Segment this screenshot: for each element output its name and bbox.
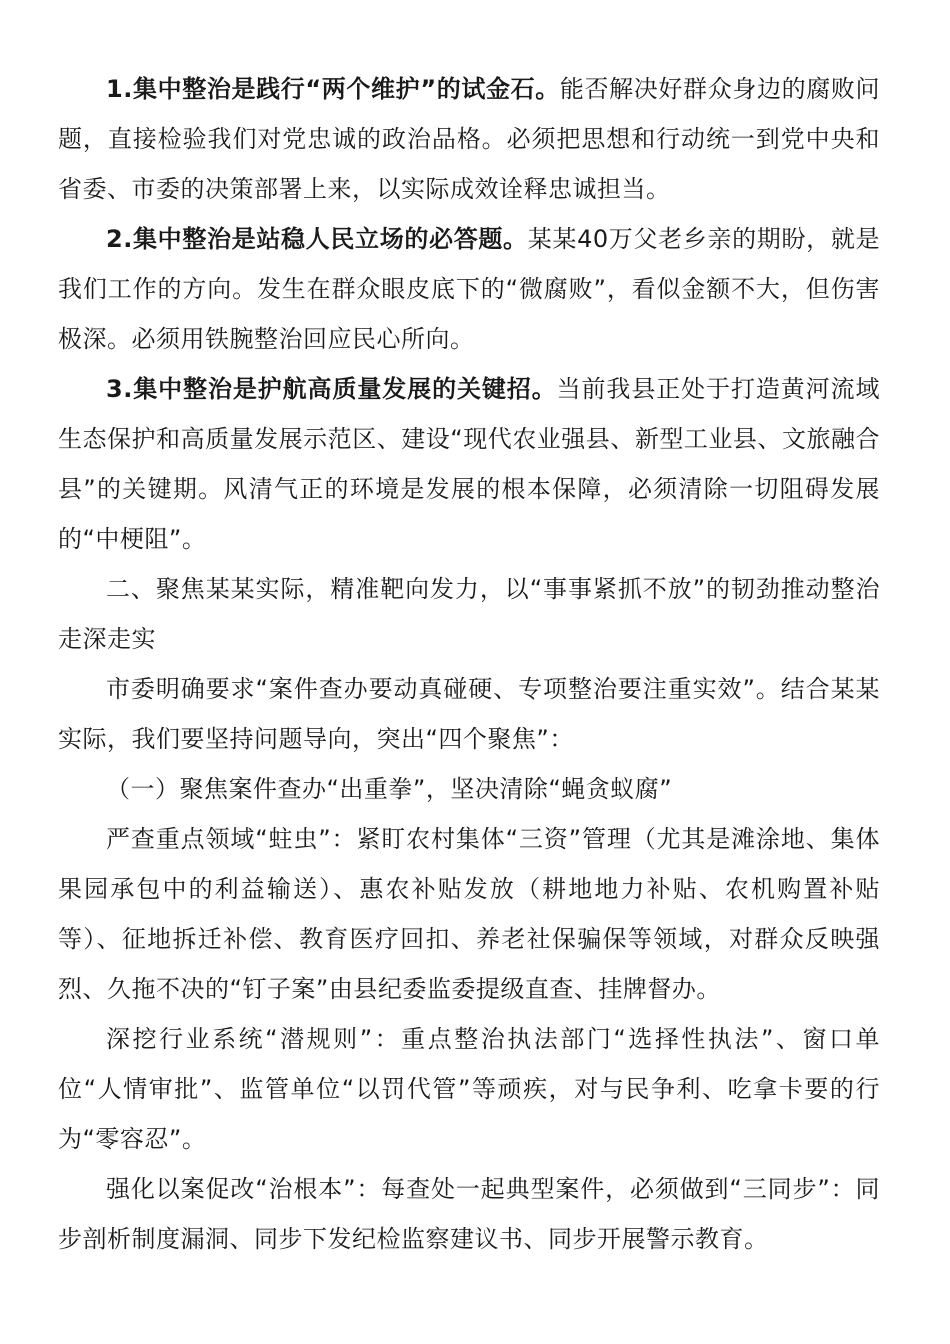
paragraph-3-heading: 3.集中整治是护航高质量发展的关键招。 — [106, 375, 557, 403]
paragraph-7 — [58, 814, 880, 1014]
section-heading-2 — [58, 564, 880, 664]
subsection-heading-1 — [58, 764, 880, 814]
paragraph-2 — [58, 214, 880, 364]
paragraph-1 — [58, 64, 880, 214]
paragraph-1-text: 能否解决好群众身边的腐败问题，直接检验我们对党忠诚的政治品格。必须把思想和行动统一到党中央和省委、市委的决策部署上来，以实际成效诠释忠诚担当。 — [58, 75, 880, 203]
paragraph-8 — [58, 1014, 880, 1164]
section-heading-2-text: 二、聚焦某某实际，精准靶向发力，以“事事紧抓不放”的韧劲推动整治走深走实 — [58, 575, 880, 653]
paragraph-2-heading: 2.集中整治是站稳人民立场的必答题。 — [106, 225, 528, 253]
paragraph-3 — [58, 364, 880, 564]
paragraph-2-text: 某某40万父老乡亲的期盼，就是我们工作的方向。发生在群众眼皮底下的“微腐败”，看似金额不大，但伤害极深。必须用铁腕整治回应民心所向。 — [58, 225, 880, 353]
paragraph-3-text: 当前我县正处于打造黄河流域生态保护和高质量发展示范区、建设“现代农业强县、新型工业县、文旅融合县”的关键期。风清气正的环境是发展的根本保障，必须清除一切阻碍发展的“中梗阻”。 — [58, 375, 880, 553]
paragraph-5-text: 市委明确要求“案件查办要动真碰硬、专项整治要注重实效”。结合某某实际，我们要坚持问题导向，突出“四个聚焦”： — [58, 675, 880, 753]
paragraph-9-text: 强化以案促改“治根本”：每查处一起典型案件，必须做到“三同步”：同步剖析制度漏洞、同步下发纪检监察建议书、同步开展警示教育。 — [58, 1175, 880, 1253]
subsection-heading-1-text: （一）聚焦案件查办“出重拳”，坚决清除“蝇贪蚁腐” — [106, 775, 673, 803]
paragraph-9 — [58, 1164, 880, 1264]
paragraph-7-text: 严查重点领域“蛀虫”：紧盯农村集体“三资”管理（尤其是滩涂地、集体果园承包中的利益输送）、惠农补贴发放（耕地地力补贴、农机购置补贴等）、征地拆迁补偿、教育医疗回扣、养老社保骗保等领域，对群众反映强烈、久拖不决的“钉子案”由县纪委监委提级直查、挂牌督办。 — [58, 825, 880, 1003]
paragraph-5 — [58, 664, 880, 764]
document-body — [58, 64, 880, 1264]
paragraph-1-heading: 1.集中整治是践行“两个维护”的试金石。 — [106, 75, 560, 103]
paragraph-8-text: 深挖行业系统“潜规则”：重点整治执法部门“选择性执法”、窗口单位“人情审批”、监管单位“以罚代管”等顽疾，对与民争利、吃拿卡要的行为“零容忍”。 — [58, 1025, 880, 1153]
